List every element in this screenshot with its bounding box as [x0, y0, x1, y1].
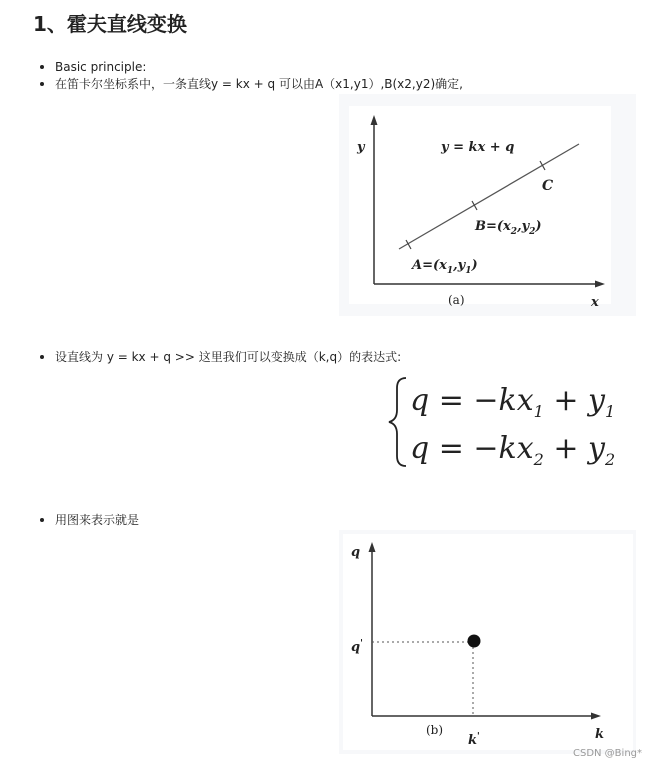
csdn-watermark: CSDN @Bing* [572, 748, 642, 759]
formula-line-2-main: q = −kx [410, 431, 534, 466]
bullet-dot [40, 82, 44, 86]
k-mark-letter: k [468, 733, 478, 748]
formula-line-2-tail-sub: 2 [605, 450, 616, 469]
bullet-cartesian-line [40, 76, 463, 92]
point-a-end: ) [471, 258, 478, 273]
formula-line-1-tail-sub: 1 [605, 402, 616, 421]
formula-line-1 [410, 383, 615, 421]
q-mark-prime: ' [360, 639, 363, 649]
point-a-mid: ,y [453, 258, 466, 273]
point-b-end: ) [535, 219, 542, 234]
figure-a-equation: y = kx + q [441, 140, 515, 155]
figure-a-x-label: x [591, 295, 599, 310]
bullet-text: 设直线为 y = kx + q >> 这里我们可以变换成（k,q）的表达式: [55, 350, 402, 364]
bullet-dot [40, 518, 44, 522]
bullet-basic-principle [40, 59, 146, 75]
formula-brace [389, 378, 406, 466]
bullet-dot [40, 65, 44, 69]
figure-b-k-label: k [595, 727, 605, 742]
figure-a-point-c: C [542, 178, 554, 194]
bullet-text: Basic principle: [55, 60, 147, 74]
point-a-sub1: 1 [446, 266, 454, 276]
q-mark-letter: q [351, 640, 361, 655]
formula-line-1-tail: + y [543, 383, 606, 418]
point-b-sub2: 2 [529, 227, 536, 237]
figure-a-svg [339, 94, 636, 316]
figure-b-canvas [343, 534, 633, 750]
formula-system [384, 370, 616, 474]
formula-svg [384, 370, 616, 474]
point-b-sub1: 2 [510, 227, 518, 237]
bullet-illustrate [40, 512, 139, 528]
point-b-mid: ,y [517, 219, 530, 234]
point-b-prefix: B=(x [475, 219, 511, 234]
figure-b-parameter-space [339, 530, 636, 754]
point-a-sub2: 1 [465, 266, 472, 276]
bullet-transform [40, 349, 401, 365]
point-a-prefix: A=(x [412, 258, 447, 273]
formula-line-2 [410, 431, 615, 469]
bullet-dot [40, 355, 44, 359]
formula-line-1-sub: 1 [533, 402, 544, 421]
section-heading: 1、霍夫直线变换 [33, 12, 187, 36]
figure-a-caption: (a) [448, 293, 465, 307]
figure-b-q-label: q [351, 545, 361, 560]
figure-a-y-label: y [357, 140, 365, 155]
figure-b-point [468, 635, 481, 648]
bullet-text: 用图来表示就是 [55, 513, 140, 527]
formula-line-1-main: q = −kx [410, 383, 534, 418]
k-mark-prime: ' [477, 732, 480, 742]
figure-b-svg [339, 530, 636, 754]
formula-line-2-tail: + y [543, 431, 606, 466]
bullet-text: 在笛卡尔坐标系中，一条直线y = kx + q 可以由A（x1,y1）,B(x2,y2)确定, [55, 77, 463, 91]
figure-b-caption: (b) [426, 723, 444, 737]
figure-a-cartesian [339, 94, 636, 316]
formula-line-2-sub: 2 [533, 450, 544, 469]
figure-a-canvas [349, 106, 611, 304]
